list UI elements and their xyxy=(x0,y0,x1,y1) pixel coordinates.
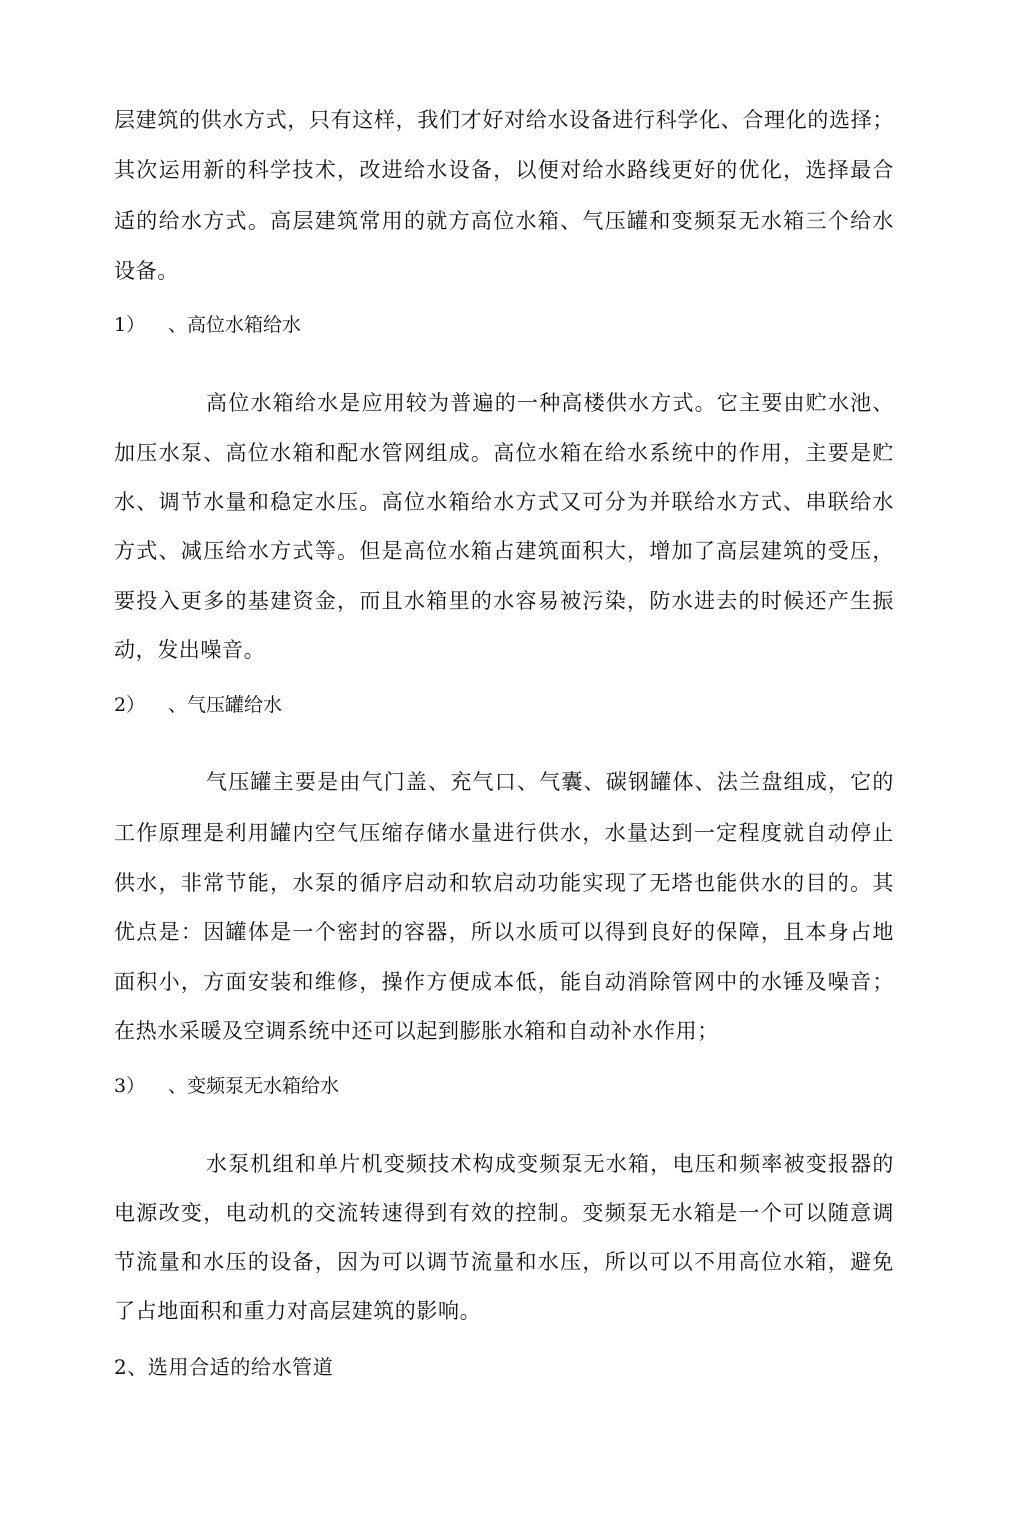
section-2-title: 、气压罐给水 xyxy=(168,694,283,716)
section-2-line-2: 工作原理是利用罐内空气压缩存储水量进行供水，水量达到一定程度就自动停止 xyxy=(114,821,894,845)
section-1-line-1: 高位水箱给水是应用较为普遍的一种高楼供水方式。它主要由贮水池、 xyxy=(206,391,894,415)
section-1-line-2: 加压水泵、高位水箱和配水管网组成。高位水箱在给水系统中的作用，主要是贮 xyxy=(114,441,894,465)
section-2-line-1: 气压罐主要是由气门盖、充气口、气囊、碳钢罐体、法兰盘组成，它的 xyxy=(206,770,894,794)
section-3-heading xyxy=(114,1072,339,1100)
intro-line-4: 设备。 xyxy=(114,259,179,283)
section-3-line-3: 节流量和水压的设备，因为可以调节流量和水压，所以可以不用高位水箱，避免 xyxy=(114,1250,894,1274)
section-2-line-3: 供水，非常节能，水泵的循序启动和软启动功能实现了无塔也能供水的目的。其 xyxy=(114,871,894,895)
intro-line-1: 层建筑的供水方式，只有这样，我们才好对给水设备进行科学化、合理化的选择； xyxy=(114,108,894,132)
intro-line-3: 适的给水方式。高层建筑常用的就方高位水箱、气压罐和变频泵无水箱三个给水 xyxy=(114,209,894,233)
section-3-line-4: 了占地面积和重力对高层建筑的影响。 xyxy=(114,1299,482,1323)
section-1-title: 、高位水箱给水 xyxy=(168,314,302,336)
section-2-number: 2） xyxy=(114,694,146,716)
section-1-line-6: 动，发出噪音。 xyxy=(114,638,266,662)
section-1-number: 1） xyxy=(114,314,146,336)
section-1-heading xyxy=(114,311,301,339)
section-2-line-4: 优点是：因罐体是一个密封的容器，所以水质可以得到良好的保障，且本身占地 xyxy=(114,920,894,944)
section-1-line-4: 方式、减压给水方式等。但是高位水箱占建筑面积大，增加了高层建筑的受压， xyxy=(114,539,894,563)
intro-line-2: 其次运用新的科学技术，改进给水设备，以便对给水路线更好的优化，选择最合 xyxy=(114,158,894,182)
section-2-line-6: 在热水采暖及空调系统中还可以起到膨胀水箱和自动补水作用； xyxy=(114,1019,719,1043)
section-3-line-1: 水泵机组和单片机变频技术构成变频泵无水箱，电压和频率被变报器的 xyxy=(206,1152,894,1176)
section-2-line-5: 面积小，方面安装和维修，操作方便成本低，能自动消除管网中的水锤及噪音； xyxy=(114,970,894,994)
section-2-heading xyxy=(114,691,282,719)
section-3-title: 、变频泵无水箱给水 xyxy=(168,1075,340,1097)
section-1-line-3: 水、调节水量和稳定水压。高位水箱给水方式又可分为并联给水方式、串联给水 xyxy=(114,490,894,514)
section-3-line-2: 电源改变，电动机的交流转速得到有效的控制。变频泵无水箱是一个可以随意调 xyxy=(114,1201,894,1225)
section-heading-2: 2、选用合适的给水管道 xyxy=(114,1355,334,1379)
section-3-number: 3） xyxy=(114,1075,146,1097)
section-1-line-5: 要投入更多的基建资金，而且水箱里的水容易被污染，防水进去的时候还产生振 xyxy=(114,589,894,613)
